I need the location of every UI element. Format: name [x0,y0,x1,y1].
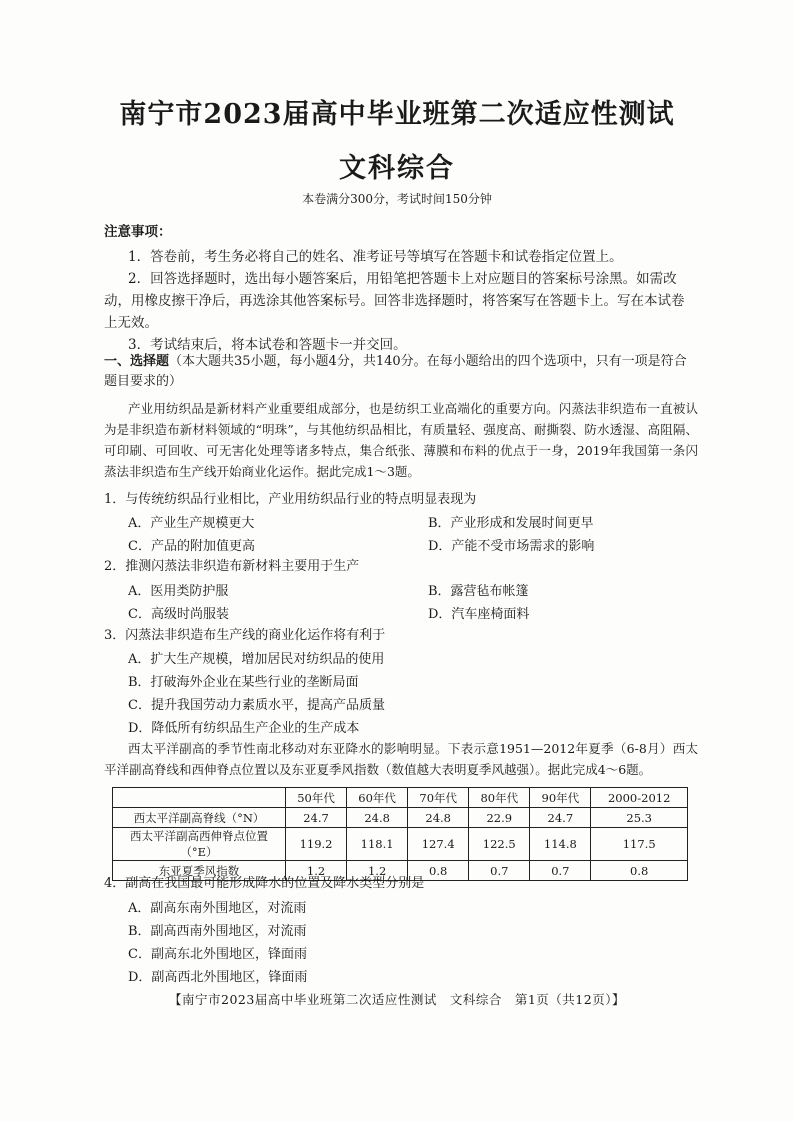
table-cell: 114.8 [530,828,591,861]
question-2-stem: 2．推测闪蒸法非织造布新材料主要用于生产 [104,559,360,574]
note-item: 1．答卷前，考生务必将自己的姓名、准考证号等填写在答题卡和试卷指定位置上。 [128,249,623,265]
table-header-cell: 60年代 [347,788,408,808]
table-row [113,828,688,861]
question-3-stem: 3．闪蒸法非织造布生产线的商业化运作将有利于 [104,628,386,643]
table-header-cell: 2000-2012 [591,788,688,808]
table-cell: 127.4 [408,828,469,861]
table-cell: 24.8 [408,808,469,828]
table-header-cell: 50年代 [286,788,347,808]
table-cell: 117.5 [591,828,688,861]
table-cell: 东亚夏季风指数 [113,861,286,881]
table-cell: 25.3 [591,808,688,828]
note-item: 3．考试结束后，将本试卷和答题卡一并交回。 [128,337,407,353]
q3-option-a: A．扩大生产规模，增加居民对纺织品的使用 [128,652,385,667]
table-header-cell: 70年代 [408,788,469,808]
table-cell: 0.8 [591,861,688,881]
table-cell: 118.1 [347,828,408,861]
q2-option-d: D．汽车座椅面料 [428,607,530,622]
q3-option-c: C．提升我国劳动力素质水平，提高产品质量 [128,698,385,713]
q4-option-a: A．副高东南外围地区，对流雨 [128,901,307,916]
table-cell: 22.9 [469,808,530,828]
q4-option-b: B．副高西南外围地区，对流雨 [128,924,307,939]
section-heading [104,352,698,392]
q4-option-c: C．副高东北外围地区，锋面雨 [128,947,307,962]
table-cell: 119.2 [286,828,347,861]
table-cell: 0.8 [408,861,469,881]
table-cell: 0.7 [530,861,591,881]
q4-option-d: D．副高西北外围地区，锋面雨 [128,970,308,985]
table-cell: 西太平洋副高脊线（°N） [113,808,286,828]
table-cell: 西太平洋副高西伸脊点位置（°E） [113,828,286,861]
table-cell: 24.7 [530,808,591,828]
table-header-row [113,788,688,808]
table-header-cell [113,788,286,808]
exam-subject: 文科综合 [339,153,455,184]
question-4-stem: 4．副高在我国最可能形成降水的位置及降水类型分别是 [104,876,425,891]
q2-option-c: C．高级时尚服装 [128,607,229,622]
notes-heading: 注意事项： [104,224,172,240]
q1-option-c: C．产品的附加值更高 [128,539,255,554]
table-header-cell: 90年代 [530,788,591,808]
section-label: 一、选择题 [104,354,170,369]
q1-option-b: B．产业形成和发展时间更早 [428,516,594,531]
question-1-stem: 1．与传统纺织品行业相比，产业用纺织品行业的特点明显表现为 [104,492,477,507]
passage-2: 西太平洋副高的季节性南北移动对东亚降水的影响明显。下表示意1951—2012年夏季（6-8月）西太平洋副高脊线和西伸脊点位置以及东亚夏季风指数（数值越大表明夏季风越强）。据此完成4～6题。 [104,741,698,777]
exam-meta: 本卷满分300分，考试时间150分钟 [302,192,492,206]
section-desc: （本大题共35小题，每小题4分，共140分。在每小题给出的四个选项中，只有一项是符合题目要求的） [104,354,687,389]
table-cell: 24.8 [347,808,408,828]
table-cell: 1.2 [286,861,347,881]
table-cell: 24.7 [286,808,347,828]
table-cell: 122.5 [469,828,530,861]
q2-option-b: B．露营毡布帐篷 [428,584,529,599]
table-header-cell: 80年代 [469,788,530,808]
page-footer: 【南宁市2023届高中毕业班第二次适应性测试 文科综合 第1页（共12页）】 [169,992,625,1007]
exam-title: 南宁市2023届高中毕业班第二次适应性测试 [119,99,675,130]
passage-1: 产业用纺织品是新材料产业重要组成部分，也是纺织工业高端化的重要方向。闪蒸法非织造布一直被认为是非织造布新材料领域的“明珠”，与其他纺织品相比，有质量轻、强度高、耐撕裂、防水透湿、高阻隔、可印刷、可回收、可无害化处理等诸多特点，集合纸张、薄膜和布料的优点于一身，2019年我国第一条闪蒸法非织造布生产线开始商业化运作。据此完成1～3题。 [104,401,698,479]
q1-option-d: D．产能不受市场需求的影响 [428,539,595,554]
q1-option-a: A．产业生产规模更大 [128,516,255,531]
notes-section [104,220,694,356]
note-item: 2．回答选择题时，选出每小题答案后，用铅笔把答题卡上对应题目的答案标号涂黑。如需改动，用橡皮擦干净后，再选涂其他答案标号。回答非选择题时，将答案写在答题卡上。写在本试卷上无效。 [104,271,685,331]
q2-option-a: A．医用类防护服 [128,584,229,599]
table-row [113,808,688,828]
table-cell: 1.2 [347,861,408,881]
q3-option-b: B．打破海外企业在某些行业的垄断局面 [128,675,359,690]
data-table [112,787,688,881]
q3-option-d: D．降低所有纺织品生产企业的生产成本 [128,721,360,736]
table-cell: 0.7 [469,861,530,881]
